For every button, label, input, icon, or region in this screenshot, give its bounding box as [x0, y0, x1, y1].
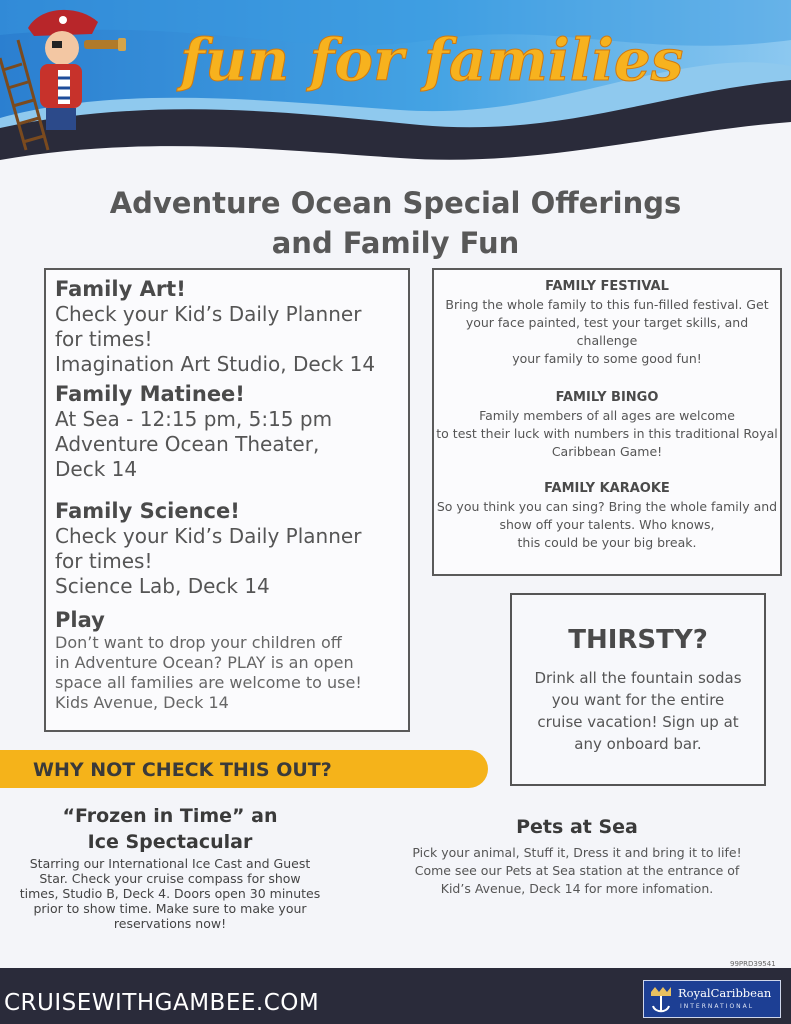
frozen-text: Starring our International Ice Cast and Guest [29, 856, 311, 871]
family-karaoke-text: So you think you can sing? Bring the whole family and [436, 499, 778, 514]
page-title: Adventure Ocean Special Offerings and Family Fun [109, 186, 682, 260]
royal-caribbean-logo [643, 980, 781, 1018]
thirsty-box [510, 593, 766, 786]
family-science-text: for times! [55, 549, 153, 573]
play-heading: Play [55, 608, 105, 632]
script-title: fun for families [180, 26, 684, 94]
family-matinee-heading: Family Matinee! [55, 382, 245, 406]
family-matinee-location: Deck 14 [55, 457, 138, 481]
logo-wordmark: RoyalCaribbean [678, 986, 772, 1000]
thirsty-heading: THIRSTY? [568, 625, 708, 655]
family-matinee-text: At Sea - 12:15 pm, 5:15 pm [55, 407, 333, 431]
family-art-location: Imagination Art Studio, Deck 14 [55, 352, 376, 376]
frozen-text: times, Studio B, Deck 4. Doors open 30 minutes [19, 886, 321, 901]
family-festival-text: your face painted, test your target skills, and challenge [465, 315, 749, 348]
thirsty-text: Drink all the fountain sodas [534, 669, 742, 687]
family-karaoke-text: this could be your big break. [517, 535, 697, 550]
family-karaoke-heading: FAMILY KARAOKE [544, 481, 670, 496]
family-art-heading: Family Art! [55, 277, 186, 301]
pets-text: Kid’s Avenue, Deck 14 for more infomation. [440, 881, 714, 896]
family-events-box [432, 268, 782, 576]
thirsty-text: any onboard bar. [574, 735, 702, 753]
header-banner [0, 0, 791, 175]
banner-text: WHY NOT CHECK THIS OUT? [33, 759, 332, 781]
family-bingo-text: Family members of all ages are welcome [479, 408, 735, 423]
family-festival-text: your family to some good fun! [512, 351, 702, 366]
pets-title: Pets at Sea [516, 816, 638, 838]
frozen-in-time-section [0, 804, 340, 931]
family-bingo-text: to test their luck with numbers in this traditional Royal [436, 426, 778, 441]
thirsty-text: you want for the entire [551, 691, 725, 709]
family-bingo-heading: FAMILY BINGO [555, 390, 659, 405]
site-watermark: CRUISEWITHGAMBEE.COM [4, 990, 320, 1016]
family-science-location: Science Lab, Deck 14 [55, 574, 270, 598]
frozen-text: Star. Check your cruise compass for show [39, 871, 301, 886]
logo-subtitle: INTERNATIONAL [680, 1003, 755, 1010]
frozen-text: prior to show time. Make sure to make your [33, 901, 307, 916]
play-text: in Adventure Ocean? PLAY is an open [55, 653, 354, 672]
family-karaoke-text: show off your talents. Who knows, [499, 517, 715, 532]
family-festival-heading: FAMILY FESTIVAL [545, 279, 669, 294]
play-location: Kids Avenue, Deck 14 [55, 693, 229, 712]
family-science-text: Check your Kid’s Daily Planner [55, 524, 362, 548]
crown-anchor-icon [646, 982, 676, 1016]
family-activities-box [44, 268, 410, 732]
pets-text: Come see our Pets at Sea station at the entrance of [414, 863, 740, 878]
family-art-text: Check your Kid’s Daily Planner [55, 302, 362, 326]
pets-at-sea-section [388, 814, 766, 898]
document-code: 99PRD39541 [730, 960, 776, 968]
pets-text: Pick your animal, Stuff it, Dress it and bring it to life! [412, 845, 742, 860]
play-text: space all families are welcome to use! [55, 673, 362, 692]
check-this-out-banner [0, 750, 488, 788]
frozen-title: “Frozen in Time” an [62, 805, 278, 827]
thirsty-text: cruise vacation! Sign up at [537, 713, 739, 731]
frozen-text: reservations now! [113, 916, 227, 931]
family-matinee-text: Adventure Ocean Theater, [55, 432, 320, 456]
family-science-heading: Family Science! [55, 499, 240, 523]
frozen-title: Ice Spectacular [87, 831, 253, 853]
family-art-text: for times! [55, 327, 153, 351]
play-text: Don’t want to drop your children off [55, 633, 342, 652]
family-festival-text: Bring the whole family to this fun-filled festival. Get [445, 297, 769, 312]
family-bingo-text: Caribbean Game! [551, 444, 663, 459]
